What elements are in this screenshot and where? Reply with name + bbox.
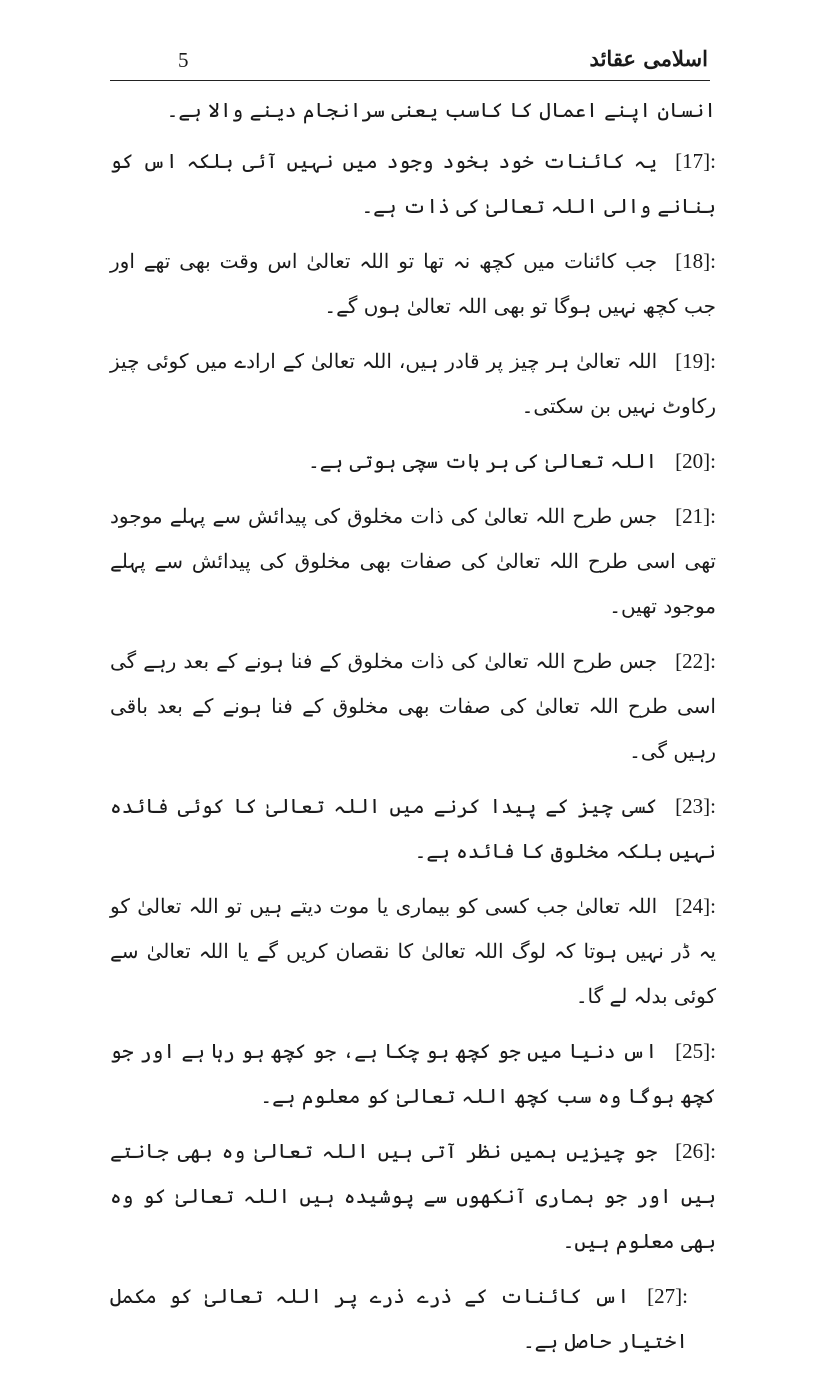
item-number: [23]: (675, 794, 716, 818)
item-text: اس کائنات کے ذرے ذرے پر اللہ تعالیٰ کو مکمل اختیار حاصل ہے۔ (110, 1284, 688, 1353)
list-item (110, 339, 716, 429)
item-text: جس طرح اللہ تعالیٰ کی ذات مخلوق کے فنا ہونے کے بعد رہے گی اسی طرح اللہ تعالیٰ کی صفات بھی مخلوق کے فنا ہونے کے بعد باقی رہیں گی۔ (110, 649, 716, 763)
item-number: [18]: (675, 249, 716, 273)
item-number: [21]: (675, 504, 716, 528)
list-item (110, 884, 716, 1019)
item-text: اللہ تعالیٰ ہر چیز پر قادر ہیں، اللہ تعالیٰ کے ارادے میں کوئی چیز رکاوٹ نہیں بن سکتی۔ (110, 349, 716, 418)
book-title: اسلامی عقائد (589, 46, 708, 71)
page-header (110, 46, 710, 81)
item-text: یہ کائنات خود بخود وجود میں نہیں آئی بلکہ اس کو بنانے والی اللہ تعالیٰ کی ذات ہے۔ (110, 149, 716, 218)
item-number: [26]: (675, 1139, 716, 1163)
intro-line: انسان اپنے اعمال کا کاسب یعنی سرانجام دینے والا ہے۔ (166, 98, 716, 122)
list-item (110, 139, 716, 229)
item-text: اس دنیا میں جو کچھ ہو چکا ہے، جو کچھ ہو رہا ہے اور جو کچھ ہوگا وہ سب کچھ اللہ تعالیٰ کو معلوم ہے۔ (110, 1039, 716, 1108)
page-body (110, 88, 716, 1374)
item-number: [24]: (675, 894, 716, 918)
item-number: [19]: (675, 349, 716, 373)
item-text: اللہ تعالیٰ کی ہر بات سچی ہوتی ہے۔ (307, 449, 658, 473)
list-item (110, 639, 716, 774)
item-number: [17]: (675, 149, 716, 173)
page-number: 5 (178, 48, 189, 72)
list-item (110, 239, 716, 329)
item-number: [27]: (647, 1284, 688, 1308)
list-item (110, 1274, 716, 1364)
item-text: جب کائنات میں کچھ نہ تھا تو اللہ تعالیٰ اس وقت بھی تھے اور جب کچھ نہیں ہوگا تو بھی اللہ تعالیٰ ہوں گے۔ (110, 249, 716, 318)
item-text: کسی چیز کے پیدا کرنے میں اللہ تعالیٰ کا کوئی فائدہ نہیں بلکہ مخلوق کا فائدہ ہے۔ (110, 794, 716, 863)
item-text: اللہ تعالیٰ جب کسی کو بیماری یا موت دیتے ہیں تو اللہ تعالیٰ کو یہ ڈر نہیں ہوتا کہ لوگ اللہ تعالیٰ کا نقصان کریں گے یا اللہ تعالیٰ سے کوئی بدلہ لے گا۔ (110, 894, 716, 1008)
list-item (110, 784, 716, 874)
list-item (110, 1029, 716, 1119)
list-item (110, 494, 716, 629)
item-number: [22]: (675, 649, 716, 673)
item-number: [20]: (675, 449, 716, 473)
item-text: جو چیزیں ہمیں نظر آتی ہیں اللہ تعالیٰ وہ بھی جانتے ہیں اور جو ہماری آنکھوں سے پوشیدہ ہیں اللہ تعالیٰ کو وہ بھی معلوم ہیں۔ (110, 1139, 716, 1253)
item-number: [25]: (675, 1039, 716, 1063)
item-text: جس طرح اللہ تعالیٰ کی ذات مخلوق کی پیدائش سے پہلے موجود تھی اسی طرح اللہ تعالیٰ کی صفات بھی مخلوق کی پیدائش سے پہلے موجود تھیں۔ (110, 504, 716, 618)
list-item (110, 439, 716, 484)
list-item (110, 1129, 716, 1264)
